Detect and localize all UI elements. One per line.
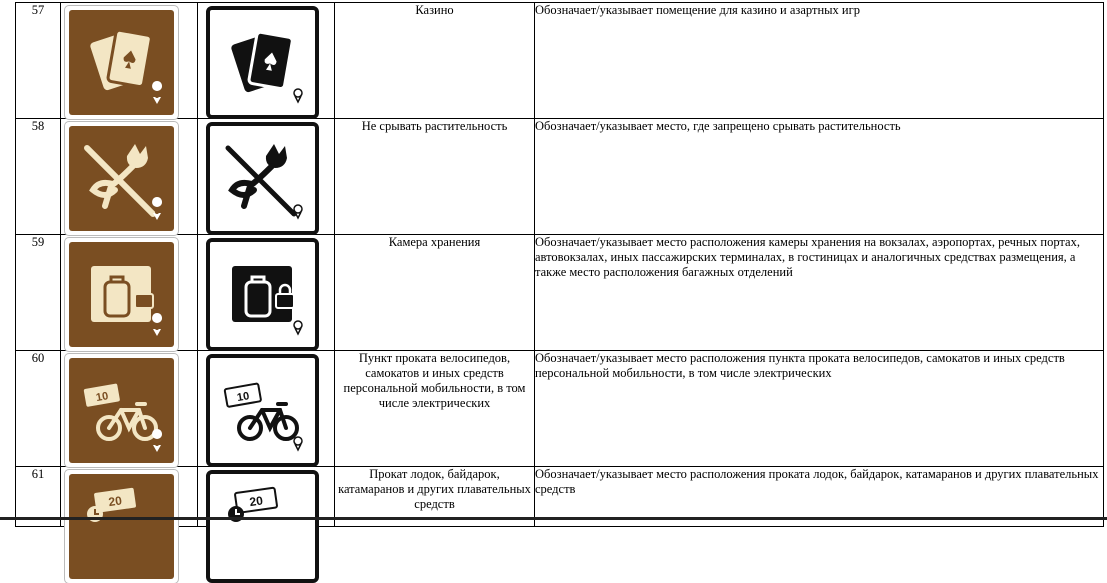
no-picking-plants-icon-bw — [206, 122, 319, 235]
signs-table — [15, 2, 1104, 527]
no-picking-plants-icon-brown — [65, 122, 178, 235]
sign-description: Обозначает/указывает помещение для казино и азартных игр — [535, 3, 1104, 119]
row-number: 58 — [16, 119, 61, 235]
bicycle-rental-icon-bw — [206, 354, 319, 467]
luggage-storage-icon-bw — [206, 238, 319, 351]
sign-description: Обозначает/указывает место расположения камеры хранения на вокзалах, аэропортах, речных портах, автовокзалах, иных пассажирских терминалах, в гостиницах и аналогичных средствах размещения, а также место расположения багажных отделений — [535, 235, 1104, 351]
casino-cards-icon-bw — [206, 6, 319, 119]
row-number: 60 — [16, 351, 61, 467]
table-row — [16, 235, 1104, 351]
sign-description: Обозначает/указывает место, где запрещено срывать растительность — [535, 119, 1104, 235]
row-number: 59 — [16, 235, 61, 351]
boat-rental-icon-brown — [65, 470, 178, 583]
sign-name: Пункт проката велосипедов, самокатов и иных средств персональной мобильности, в том числе электрических — [335, 351, 535, 467]
luggage-storage-icon-brown — [65, 238, 178, 351]
table-row — [16, 351, 1104, 467]
money-label: 20 — [248, 493, 264, 510]
sign-name: Камера хранения — [335, 235, 535, 351]
money-label: 20 — [107, 493, 123, 510]
row-number: 57 — [16, 3, 61, 119]
casino-cards-icon-brown — [65, 6, 178, 119]
sign-description: Обозначает/указывает место расположения пункта проката велосипедов, самокатов и иных средств персональной мобильности, в том числе электрических — [535, 351, 1104, 467]
money-label: 10 — [236, 390, 251, 405]
boat-rental-icon-bw — [206, 470, 319, 583]
sign-name: Прокат лодок, байдарок, катамаранов и других плавательных средств — [335, 467, 535, 527]
table-row — [16, 3, 1104, 119]
money-label: 10 — [95, 390, 110, 405]
sign-name: Казино — [335, 3, 535, 119]
sign-name: Не срывать растительность — [335, 119, 535, 235]
sign-description: Обозначает/указывает место расположения проката лодок, байдарок, катамаранов и других плавательных средств — [535, 467, 1104, 527]
row-number: 61 — [16, 467, 61, 527]
table-row — [16, 119, 1104, 235]
bicycle-rental-icon-brown — [65, 354, 178, 467]
